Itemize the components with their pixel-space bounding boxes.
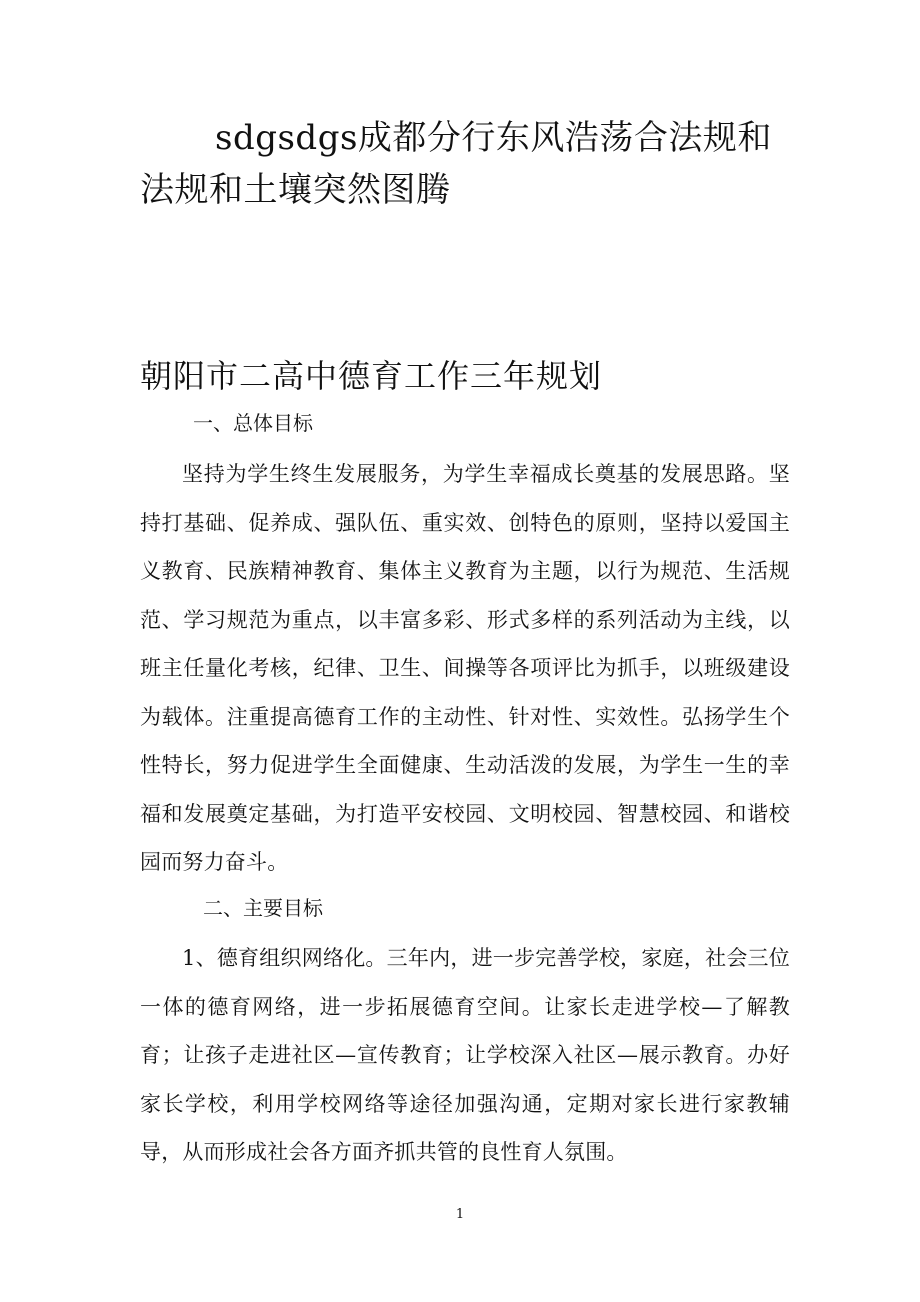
section-paragraph-main-goals: 1、德育组织网络化。三年内，进一步完善学校，家庭，社会三位一体的德育网络，进一步拓展德育空间。让家长走进学校—了解教育；让孩子走进社区—宣传教育；让学校深入社区—展示教育。办好家长学校，利用学校网络等途径加强沟通，定期对家长进行家教辅导，从而形成社会各方面齐抓共管的良性育人氛围。 <box>140 946 790 1164</box>
document-title: 朝阳市二高中德育工作三年规划 <box>140 357 603 395</box>
section-heading-overall-goals: 一、总体目标 <box>193 411 313 435</box>
section-paragraph-overall-goals: 坚持为学生终生发展服务，为学生幸福成长奠基的发展思路。坚持打基础、促养成、强队伍、重实效、创特色的原则，坚持以爱国主义教育、民族精神教育、集体主义教育为主题，以行为规范、生活规范、学习规范为重点，以丰富多彩、形式多样的系列活动为主线，以班主任量化考核，纪律、卫生、间操等各项评比为抓手，以班级建设为载体。注重提高德育工作的主动性、针对性、实效性。弘扬学生个性特长，努力促进学生全面健康、生动活泼的发展，为学生一生的幸福和发展奠定基础，为打造平安校园、文明校园、智慧校园、和谐校园而努力奋斗。 <box>140 462 790 874</box>
section-heading-main-goals: 二、主要目标 <box>203 896 323 920</box>
banner-text: sdgsdgs成都分行东风浩荡合法规和法规和土壤突然图腾 <box>140 118 772 210</box>
page-number: 1 <box>455 1207 465 1222</box>
